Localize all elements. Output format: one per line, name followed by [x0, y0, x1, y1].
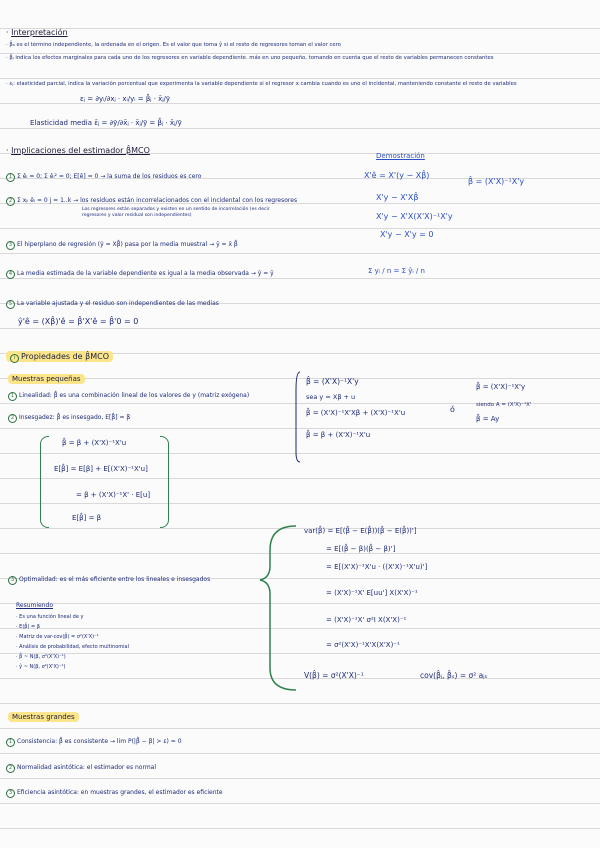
summary-item: · Análisis de probabilidad, efecto multinomial — [16, 644, 129, 650]
formula: ŷ'ê = (Xβ̂)'ê = β̂'X'ê = β̂'0 = 0 — [18, 317, 139, 326]
demo-line: X'y − X'Xβ̂ — [376, 193, 419, 202]
property-linealidad: 1 Linealidad: β̂ es una combinación lineal de los valores de y (matriz exógena) — [8, 392, 249, 401]
item-number: 3 — [6, 241, 15, 250]
variance-final: V(β̂) = σ²(X'X)⁻¹ — [304, 671, 364, 680]
demo-line: X'y − X'X(X'X)⁻¹X'y — [376, 212, 453, 221]
derivation-line: = β + (X'X)⁻¹X' · E[u] — [76, 491, 151, 499]
summary-item: · ŷ ~ N(β, σ²(X'X)⁻¹) — [16, 664, 66, 670]
item-number: 1 — [6, 738, 15, 747]
implication-item: 1 Σ êᵢ = 0; Σ êᵢ² = 0; E[ê] = 0 → la suma de los residuos es cero — [6, 173, 201, 182]
item-number: 3 — [8, 576, 17, 585]
item-number: 2 — [8, 414, 17, 423]
variance-line: = σ²(X'X)⁻¹X'X(X'X)⁻¹ — [326, 641, 400, 649]
property-insesgadez: 2 Insesgadez: β̂ es insesgado, E[β̂] = β — [8, 414, 130, 423]
bullet-icon: · — [6, 28, 9, 37]
note-line: · β̂ⱼ indica los efectos marginales para cada uno de los regresores en variable dependiente. más en uno pequeño, tomando en cuenta que el resto de variables permanecen constantes — [6, 55, 494, 61]
equivalence-mark: ó — [450, 405, 455, 414]
summary-item: · β̂ ~ N(β, σ²(X'X)⁻¹) — [16, 654, 66, 660]
implication-note: Los regresores están separados y existen en un sentido de incorrelación (es decir regresores y valor residual son independientes) — [82, 207, 270, 218]
section-title-interpretacion: · Interpretación — [6, 28, 68, 37]
formula: εⱼ = ∂yᵢ/∂xⱼ · xᵢ/yᵢ = β̂ⱼ · x̄ⱼ/ȳ — [80, 95, 171, 103]
implication-item: 4 La media estimada de la variable dependiente es igual a la media observada → ŷ = ȳ — [6, 270, 274, 279]
formula-expression: ε̄ⱼ = ∂ȳ/∂x̄ⱼ · x̄ⱼ/ȳ = β̂ⱼ · x̄ⱼ/ȳ — [94, 119, 182, 127]
property-optimalidad: 3 Optimalidad: es el más eficiente entre los lineales e insesgados — [8, 576, 210, 585]
section-title-muestras-grandes: Muestras grandes — [8, 712, 79, 722]
large-sample-item: 1 Consistencia: β̂ es consistente → lim P(|β̂ − β| > ε) = 0 — [6, 738, 182, 747]
variance-line: = E[(β̂ − β)(β̂ − β)'] — [326, 545, 396, 553]
note-line: · β̂₀ es el término independiente, la ordenada en el origen. Es el valor que toma ŷ si el resto de regresores toman el valor cero — [6, 42, 341, 48]
derivation-line: β̂ = (X'X)⁻¹X'y — [476, 383, 526, 391]
covariance-final: cov(β̂ⱼ, β̂ₛ) = σ² aⱼₛ — [420, 671, 488, 680]
summary-item: · Matriz de var-cov(β̂) = σ²(X'X)⁻¹ — [16, 634, 99, 640]
summary-item: · Es una función lineal de y — [16, 614, 84, 620]
demo-line: X'y − X'y = 0 — [380, 230, 434, 239]
derivation-line: β̂ = (X'X)⁻¹X'Xβ + (X'X)⁻¹X'u — [306, 409, 406, 417]
item-number: 2 — [6, 764, 15, 773]
large-sample-item: 3 Eficiencia asintótica: en muestras grandes, el estimador es eficiente — [6, 789, 223, 798]
section-title-implicaciones: · Implicaciones del estimador β̂MCO — [6, 146, 150, 155]
item-number: i — [10, 354, 19, 363]
item-number: 3 — [6, 789, 15, 798]
formula: Σ yᵢ / n = Σ ŷᵢ / n — [368, 267, 425, 275]
derivation-line: sea y = Xβ + u — [306, 393, 356, 401]
item-number: 5 — [6, 300, 15, 309]
implication-item: 5 La variable ajustada y el residuo son independientes de las medias — [6, 300, 219, 309]
derivation-line: β̂ = Ay — [476, 415, 500, 423]
section-title-propiedades: i Propiedades de β̂MCO — [6, 352, 113, 363]
demo-line: β̂ = (X'X)⁻¹X'y — [468, 177, 525, 186]
demo-line: X'ê = X'(y − Xβ̂) — [364, 171, 430, 180]
variance-line: = (X'X)⁻¹X' σ²I X(X'X)⁻¹ — [326, 616, 407, 624]
demo-title: Demostración — [376, 152, 425, 160]
derivation-line: β̂ = β + (X'X)⁻¹X'u — [62, 439, 127, 447]
derivation-line: β̂ = (X'X)⁻¹X'y — [306, 377, 359, 386]
summary-item: · E(β̂) = β — [16, 624, 40, 630]
variance-line: = (X'X)⁻¹X' E[uu'] X(X'X)⁻¹ — [326, 589, 418, 597]
derivation-line: β̂ = β + (X'X)⁻¹X'u — [306, 431, 371, 439]
derivation-line: siendo A = (X'X)⁻¹X' — [476, 402, 532, 408]
subsection-title-small-samples: Muestras pequeñas — [8, 374, 85, 384]
item-number: 2 — [6, 197, 15, 206]
derivation-line: E[β̂] = β — [72, 514, 102, 522]
item-number: 4 — [6, 270, 15, 279]
bullet-icon: · — [6, 146, 9, 155]
variance-line: var(β̂) = E[(β̂ − E(β̂))(β̂ − E(β̂))'] — [304, 527, 417, 535]
note-line: · εⱼ: elasticidad parcial, indica la variación porcentual que experimenta la variable dependiente si el regresor x cambia cuando es uno el incidental, manteniendo constante el resto de variables — [6, 81, 517, 87]
derivation-line: E[β̂] = E[β] + E[(X'X)⁻¹X'u] — [54, 465, 148, 473]
summary-title: Resumiendo — [16, 602, 54, 609]
large-sample-item: 2 Normalidad asintótica: el estimador es normal — [6, 764, 156, 773]
implication-item: 3 El hiperplano de regresión (ŷ = Xβ̂) pasa por la media muestral → ȳ = x̄ β̂ — [6, 241, 238, 250]
implication-item: 2 Σ xⱼᵢ êᵢ = 0 j = 1..k → los residuos están incorrelacionados con el incidental con los regresores — [6, 197, 297, 206]
item-number: 1 — [8, 392, 17, 401]
variance-line: = E[(X'X)⁻¹X'u · ((X'X)⁻¹X'u)'] — [326, 563, 428, 571]
item-number: 1 — [6, 173, 15, 182]
formula-label: Elasticidad media — [30, 119, 92, 127]
